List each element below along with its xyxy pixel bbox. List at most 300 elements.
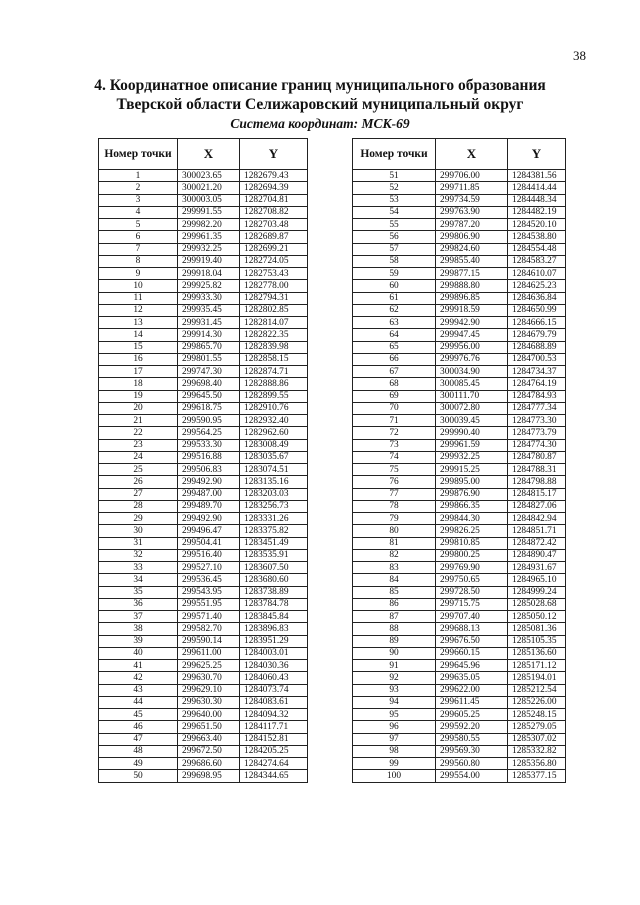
x-coordinate-cell: 299865.70	[178, 341, 240, 353]
table-row	[353, 770, 566, 782]
y-coordinate-cell: 1283375.82	[240, 525, 308, 537]
point-number-cell: 28	[99, 500, 178, 512]
table-row	[99, 660, 308, 672]
table-row	[353, 206, 566, 218]
y-coordinate-cell: 1284030.36	[240, 660, 308, 672]
point-number-cell: 29	[99, 513, 178, 525]
y-coordinate-cell: 1284890.47	[508, 549, 566, 561]
point-number-cell: 64	[353, 329, 436, 341]
table-row	[99, 647, 308, 659]
y-coordinate-cell: 1282814.07	[240, 317, 308, 329]
y-coordinate-cell: 1282888.86	[240, 378, 308, 390]
table-row	[353, 255, 566, 267]
x-coordinate-cell: 299925.82	[178, 280, 240, 292]
x-coordinate-cell: 299976.76	[436, 353, 508, 365]
y-coordinate-cell: 1284448.34	[508, 194, 566, 206]
x-coordinate-cell: 299506.83	[178, 464, 240, 476]
x-coordinate-cell: 299896.85	[436, 292, 508, 304]
x-coordinate-cell: 299750.65	[436, 574, 508, 586]
y-coordinate-cell: 1283135.16	[240, 476, 308, 488]
x-coordinate-cell: 299914.30	[178, 329, 240, 341]
y-coordinate-cell: 1285226.00	[508, 696, 566, 708]
point-number-cell: 95	[353, 709, 436, 721]
header-x: X	[178, 139, 240, 170]
y-coordinate-cell: 1282778.00	[240, 280, 308, 292]
table-row	[99, 415, 308, 427]
x-coordinate-cell: 299933.30	[178, 292, 240, 304]
table-row	[99, 476, 308, 488]
table-row	[99, 464, 308, 476]
table-row	[99, 231, 308, 243]
y-coordinate-cell: 1285028.68	[508, 598, 566, 610]
point-number-cell: 57	[353, 243, 436, 255]
y-coordinate-cell: 1282932.40	[240, 415, 308, 427]
x-coordinate-cell: 299747.30	[178, 366, 240, 378]
point-number-cell: 99	[353, 758, 436, 770]
table-row	[353, 733, 566, 745]
table-row	[99, 268, 308, 280]
x-coordinate-cell: 299605.25	[436, 709, 508, 721]
point-number-cell: 48	[99, 745, 178, 757]
point-number-cell: 21	[99, 415, 178, 427]
x-coordinate-cell: 299935.45	[178, 304, 240, 316]
y-coordinate-cell: 1284625.23	[508, 280, 566, 292]
y-coordinate-cell: 1285212.54	[508, 684, 566, 696]
y-coordinate-cell: 1283203.03	[240, 488, 308, 500]
y-coordinate-cell: 1284700.53	[508, 353, 566, 365]
table-row	[353, 525, 566, 537]
table-row	[99, 513, 308, 525]
y-coordinate-cell: 1285279.05	[508, 721, 566, 733]
table-row	[353, 549, 566, 561]
table-row	[99, 549, 308, 561]
x-coordinate-cell: 299915.25	[436, 464, 508, 476]
y-coordinate-cell: 1283784.78	[240, 598, 308, 610]
x-coordinate-cell: 299536.45	[178, 574, 240, 586]
x-coordinate-cell: 299961.59	[436, 439, 508, 451]
x-coordinate-cell: 299516.40	[178, 549, 240, 561]
y-coordinate-cell: 1282858.15	[240, 353, 308, 365]
table-row	[99, 341, 308, 353]
header-point-number: Номер точки	[353, 139, 436, 170]
y-coordinate-cell: 1285332.82	[508, 745, 566, 757]
point-number-cell: 72	[353, 427, 436, 439]
title-line-2: Тверской области Селижаровский муниципальный округ	[116, 96, 524, 113]
y-coordinate-cell: 1283951.29	[240, 635, 308, 647]
point-number-cell: 100	[353, 770, 436, 782]
point-number-cell: 96	[353, 721, 436, 733]
point-number-cell: 2	[99, 182, 178, 194]
table-row	[353, 721, 566, 733]
table-row	[353, 402, 566, 414]
table-row	[99, 219, 308, 231]
x-coordinate-cell: 299918.59	[436, 304, 508, 316]
x-coordinate-cell: 299787.20	[436, 219, 508, 231]
y-coordinate-cell: 1284344.65	[240, 770, 308, 782]
y-coordinate-cell: 1284520.10	[508, 219, 566, 231]
x-coordinate-cell: 299711.85	[436, 182, 508, 194]
x-coordinate-cell: 299932.25	[178, 243, 240, 255]
x-coordinate-cell: 299688.13	[436, 623, 508, 635]
table-header-row	[353, 139, 566, 170]
table-row	[353, 317, 566, 329]
y-coordinate-cell: 1284777.34	[508, 402, 566, 414]
coordinates-table-right	[352, 138, 566, 783]
table-row	[353, 231, 566, 243]
table-row	[353, 170, 566, 182]
x-coordinate-cell: 299866.35	[436, 500, 508, 512]
y-coordinate-cell: 1283896.83	[240, 623, 308, 635]
table-row	[353, 660, 566, 672]
table-row	[353, 611, 566, 623]
y-coordinate-cell: 1284073.74	[240, 684, 308, 696]
point-number-cell: 11	[99, 292, 178, 304]
point-number-cell: 33	[99, 562, 178, 574]
x-coordinate-cell: 299824.60	[436, 243, 508, 255]
x-coordinate-cell: 299590.14	[178, 635, 240, 647]
point-number-cell: 27	[99, 488, 178, 500]
header-x: X	[436, 139, 508, 170]
x-coordinate-cell: 299580.55	[436, 733, 508, 745]
y-coordinate-cell: 1283331.26	[240, 513, 308, 525]
x-coordinate-cell: 299806.90	[436, 231, 508, 243]
table-row	[99, 635, 308, 647]
point-number-cell: 20	[99, 402, 178, 414]
point-number-cell: 18	[99, 378, 178, 390]
table-row	[99, 439, 308, 451]
y-coordinate-cell: 1284688.89	[508, 341, 566, 353]
point-number-cell: 14	[99, 329, 178, 341]
table-row	[99, 353, 308, 365]
x-coordinate-cell: 299635.05	[436, 672, 508, 684]
table-row	[99, 525, 308, 537]
x-coordinate-cell: 299564.25	[178, 427, 240, 439]
y-coordinate-cell: 1284414.44	[508, 182, 566, 194]
x-coordinate-cell: 299769.90	[436, 562, 508, 574]
y-coordinate-cell: 1282839.98	[240, 341, 308, 353]
point-number-cell: 12	[99, 304, 178, 316]
x-coordinate-cell: 299543.95	[178, 586, 240, 598]
y-coordinate-cell: 1285136.60	[508, 647, 566, 659]
x-coordinate-cell: 300003.05	[178, 194, 240, 206]
y-coordinate-cell: 1282708.82	[240, 206, 308, 218]
x-coordinate-cell: 300072.80	[436, 402, 508, 414]
x-coordinate-cell: 299660.15	[436, 647, 508, 659]
y-coordinate-cell: 1284780.87	[508, 451, 566, 463]
table-row	[99, 243, 308, 255]
point-number-cell: 17	[99, 366, 178, 378]
y-coordinate-cell: 1282689.87	[240, 231, 308, 243]
x-coordinate-cell: 299698.95	[178, 770, 240, 782]
x-coordinate-cell: 299504.41	[178, 537, 240, 549]
x-coordinate-cell: 299931.45	[178, 317, 240, 329]
point-number-cell: 55	[353, 219, 436, 231]
y-coordinate-cell: 1284060.43	[240, 672, 308, 684]
point-number-cell: 37	[99, 611, 178, 623]
y-coordinate-cell: 1284650.99	[508, 304, 566, 316]
point-number-cell: 53	[353, 194, 436, 206]
x-coordinate-cell: 299763.90	[436, 206, 508, 218]
x-coordinate-cell: 299706.00	[436, 170, 508, 182]
point-number-cell: 39	[99, 635, 178, 647]
y-coordinate-cell: 1284679.79	[508, 329, 566, 341]
point-number-cell: 76	[353, 476, 436, 488]
table-row	[353, 562, 566, 574]
point-number-cell: 60	[353, 280, 436, 292]
y-coordinate-cell: 1282724.05	[240, 255, 308, 267]
point-number-cell: 8	[99, 255, 178, 267]
table-row	[99, 574, 308, 586]
x-coordinate-cell: 299715.75	[436, 598, 508, 610]
table-row	[353, 415, 566, 427]
y-coordinate-cell: 1283845.84	[240, 611, 308, 623]
x-coordinate-cell: 299663.40	[178, 733, 240, 745]
x-coordinate-cell: 299618.75	[178, 402, 240, 414]
table-header-row	[99, 139, 308, 170]
table-row	[99, 427, 308, 439]
y-coordinate-cell: 1285248.15	[508, 709, 566, 721]
y-coordinate-cell: 1282910.76	[240, 402, 308, 414]
point-number-cell: 24	[99, 451, 178, 463]
table-row	[99, 500, 308, 512]
point-number-cell: 87	[353, 611, 436, 623]
x-coordinate-cell: 299990.40	[436, 427, 508, 439]
point-number-cell: 68	[353, 378, 436, 390]
table-row	[99, 684, 308, 696]
y-coordinate-cell: 1284152.81	[240, 733, 308, 745]
table-row	[99, 329, 308, 341]
y-coordinate-cell: 1283008.49	[240, 439, 308, 451]
x-coordinate-cell: 299947.45	[436, 329, 508, 341]
table-row	[99, 292, 308, 304]
table-row	[99, 317, 308, 329]
point-number-cell: 35	[99, 586, 178, 598]
table-row	[99, 280, 308, 292]
y-coordinate-cell: 1284538.80	[508, 231, 566, 243]
point-number-cell: 61	[353, 292, 436, 304]
x-coordinate-cell: 299569.30	[436, 745, 508, 757]
point-number-cell: 1	[99, 170, 178, 182]
x-coordinate-cell: 300085.45	[436, 378, 508, 390]
y-coordinate-cell: 1284610.07	[508, 268, 566, 280]
point-number-cell: 22	[99, 427, 178, 439]
table-row	[99, 537, 308, 549]
y-coordinate-cell: 1284851.71	[508, 525, 566, 537]
point-number-cell: 31	[99, 537, 178, 549]
y-coordinate-cell: 1284117.71	[240, 721, 308, 733]
point-number-cell: 73	[353, 439, 436, 451]
y-coordinate-cell: 1282802.85	[240, 304, 308, 316]
x-coordinate-cell: 299801.55	[178, 353, 240, 365]
table-row	[99, 378, 308, 390]
table-row	[99, 770, 308, 782]
x-coordinate-cell: 299551.95	[178, 598, 240, 610]
point-number-cell: 50	[99, 770, 178, 782]
point-number-cell: 91	[353, 660, 436, 672]
point-number-cell: 93	[353, 684, 436, 696]
point-number-cell: 52	[353, 182, 436, 194]
x-coordinate-cell: 300039.45	[436, 415, 508, 427]
table-row	[353, 758, 566, 770]
point-number-cell: 80	[353, 525, 436, 537]
y-coordinate-cell: 1284274.64	[240, 758, 308, 770]
x-coordinate-cell: 299487.00	[178, 488, 240, 500]
x-coordinate-cell: 299592.20	[436, 721, 508, 733]
table-row	[99, 366, 308, 378]
x-coordinate-cell: 299982.20	[178, 219, 240, 231]
table-row	[353, 280, 566, 292]
x-coordinate-cell: 299611.00	[178, 647, 240, 659]
point-number-cell: 26	[99, 476, 178, 488]
point-number-cell: 86	[353, 598, 436, 610]
y-coordinate-cell: 1284872.42	[508, 537, 566, 549]
x-coordinate-cell: 299496.47	[178, 525, 240, 537]
point-number-cell: 5	[99, 219, 178, 231]
table-row	[99, 758, 308, 770]
point-number-cell: 10	[99, 280, 178, 292]
table-row	[99, 745, 308, 757]
table-row	[353, 268, 566, 280]
x-coordinate-cell: 299844.30	[436, 513, 508, 525]
point-number-cell: 54	[353, 206, 436, 218]
y-coordinate-cell: 1283035.67	[240, 451, 308, 463]
x-coordinate-cell: 299489.70	[178, 500, 240, 512]
y-coordinate-cell: 1285356.80	[508, 758, 566, 770]
y-coordinate-cell: 1282699.21	[240, 243, 308, 255]
y-coordinate-cell: 1285081.36	[508, 623, 566, 635]
x-coordinate-cell: 299932.25	[436, 451, 508, 463]
table-row	[353, 464, 566, 476]
y-coordinate-cell: 1284764.19	[508, 378, 566, 390]
point-number-cell: 70	[353, 402, 436, 414]
x-coordinate-cell: 299554.00	[436, 770, 508, 782]
point-number-cell: 90	[353, 647, 436, 659]
point-number-cell: 15	[99, 341, 178, 353]
table-row	[99, 170, 308, 182]
y-coordinate-cell: 1283256.73	[240, 500, 308, 512]
x-coordinate-cell: 300034.90	[436, 366, 508, 378]
table-row	[99, 402, 308, 414]
y-coordinate-cell: 1284554.48	[508, 243, 566, 255]
coordinates-table-left	[98, 138, 308, 783]
x-coordinate-cell: 299645.96	[436, 660, 508, 672]
point-number-cell: 56	[353, 231, 436, 243]
table-row	[99, 611, 308, 623]
y-coordinate-cell: 1283535.91	[240, 549, 308, 561]
x-coordinate-cell: 300111.70	[436, 390, 508, 402]
y-coordinate-cell: 1284774.30	[508, 439, 566, 451]
point-number-cell: 40	[99, 647, 178, 659]
table-row	[353, 427, 566, 439]
point-number-cell: 36	[99, 598, 178, 610]
point-number-cell: 66	[353, 353, 436, 365]
point-number-cell: 43	[99, 684, 178, 696]
point-number-cell: 7	[99, 243, 178, 255]
x-coordinate-cell: 299877.15	[436, 268, 508, 280]
point-number-cell: 45	[99, 709, 178, 721]
y-coordinate-cell: 1284784.93	[508, 390, 566, 402]
x-coordinate-cell: 299590.95	[178, 415, 240, 427]
y-coordinate-cell: 1284094.32	[240, 709, 308, 721]
point-number-cell: 62	[353, 304, 436, 316]
point-number-cell: 44	[99, 696, 178, 708]
table-row	[353, 488, 566, 500]
table-row	[353, 378, 566, 390]
point-number-cell: 51	[353, 170, 436, 182]
table-row	[353, 696, 566, 708]
title-line-1: 4. Координатное описание границ муниципального образования	[94, 77, 546, 94]
point-number-cell: 83	[353, 562, 436, 574]
table-row	[353, 500, 566, 512]
x-coordinate-cell: 299527.10	[178, 562, 240, 574]
point-number-cell: 13	[99, 317, 178, 329]
y-coordinate-cell: 1282694.39	[240, 182, 308, 194]
table-row	[353, 182, 566, 194]
x-coordinate-cell: 299698.40	[178, 378, 240, 390]
table-row	[353, 684, 566, 696]
table-row	[353, 598, 566, 610]
y-coordinate-cell: 1284773.79	[508, 427, 566, 439]
point-number-cell: 82	[353, 549, 436, 561]
point-number-cell: 41	[99, 660, 178, 672]
point-number-cell: 38	[99, 623, 178, 635]
y-coordinate-cell: 1285050.12	[508, 611, 566, 623]
table-row	[99, 598, 308, 610]
x-coordinate-cell: 299560.80	[436, 758, 508, 770]
point-number-cell: 69	[353, 390, 436, 402]
y-coordinate-cell: 1285105.35	[508, 635, 566, 647]
x-coordinate-cell: 299734.59	[436, 194, 508, 206]
y-coordinate-cell: 1282822.35	[240, 329, 308, 341]
x-coordinate-cell: 299810.85	[436, 537, 508, 549]
point-number-cell: 6	[99, 231, 178, 243]
x-coordinate-cell: 299629.10	[178, 684, 240, 696]
y-coordinate-cell: 1284999.24	[508, 586, 566, 598]
point-number-cell: 78	[353, 500, 436, 512]
y-coordinate-cell: 1282679.43	[240, 170, 308, 182]
coordinate-system-caption: Система координат: МСК-69	[230, 116, 410, 131]
x-coordinate-cell: 299625.25	[178, 660, 240, 672]
table-row	[353, 623, 566, 635]
table-row	[99, 255, 308, 267]
table-row	[353, 194, 566, 206]
table-row	[353, 709, 566, 721]
y-coordinate-cell: 1284773.30	[508, 415, 566, 427]
table-row	[99, 672, 308, 684]
table-row	[353, 341, 566, 353]
x-coordinate-cell: 299961.35	[178, 231, 240, 243]
table-row	[99, 623, 308, 635]
x-coordinate-cell: 299622.00	[436, 684, 508, 696]
y-coordinate-cell: 1283074.51	[240, 464, 308, 476]
y-coordinate-cell: 1284798.88	[508, 476, 566, 488]
table-row	[99, 206, 308, 218]
table-row	[353, 304, 566, 316]
x-coordinate-cell: 299571.40	[178, 611, 240, 623]
x-coordinate-cell: 299707.40	[436, 611, 508, 623]
table-row	[99, 194, 308, 206]
y-coordinate-cell: 1284815.17	[508, 488, 566, 500]
header-point-number: Номер точки	[99, 139, 178, 170]
table-row	[99, 451, 308, 463]
point-number-cell: 34	[99, 574, 178, 586]
point-number-cell: 42	[99, 672, 178, 684]
point-number-cell: 46	[99, 721, 178, 733]
y-coordinate-cell: 1285307.02	[508, 733, 566, 745]
table-row	[99, 182, 308, 194]
point-number-cell: 67	[353, 366, 436, 378]
table-row	[353, 635, 566, 647]
